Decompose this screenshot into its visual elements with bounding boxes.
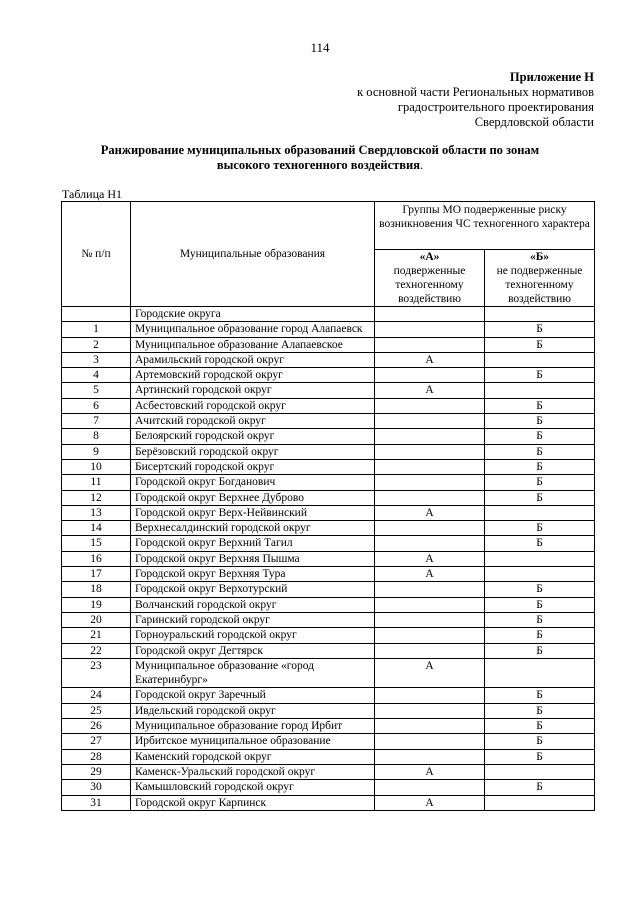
row-group-a <box>375 582 485 597</box>
row-group-b <box>485 551 595 566</box>
table-row <box>62 444 595 459</box>
document-heading <box>90 143 550 173</box>
row-number: 17 <box>62 567 131 582</box>
row-name: Горноуральский городской округ <box>131 628 375 643</box>
row-group-a: А <box>375 764 485 779</box>
row-number: 8 <box>62 429 131 444</box>
row-group-b <box>485 658 595 688</box>
appendix-line: к основной части Региональных нормативов <box>357 85 594 99</box>
row-group-b <box>485 567 595 582</box>
table-label: Таблица Н1 <box>62 187 122 201</box>
row-group-b: Б <box>485 703 595 718</box>
row-name: Городской округ Богданович <box>131 475 375 490</box>
row-number: 5 <box>62 383 131 398</box>
table-row <box>62 536 595 551</box>
ranking-table <box>61 201 595 811</box>
row-group-b: Б <box>485 429 595 444</box>
row-number: 31 <box>62 795 131 810</box>
row-group-a <box>375 521 485 536</box>
row-number: 7 <box>62 414 131 429</box>
row-name: Городской округ Верхотурский <box>131 582 375 597</box>
table-row <box>62 658 595 688</box>
header-group-a <box>375 250 485 307</box>
heading-line-2-tail: . <box>420 158 424 172</box>
row-group-b: Б <box>485 612 595 627</box>
header-name: Муниципальные образования <box>131 202 375 307</box>
row-group-b: Б <box>485 688 595 703</box>
row-name: Городской округ Верхнее Дуброво <box>131 490 375 505</box>
row-number: 24 <box>62 688 131 703</box>
row-group-b: Б <box>485 582 595 597</box>
row-group-a <box>375 780 485 795</box>
row-group-a: А <box>375 551 485 566</box>
row-name: Муниципальное образование «город Екатеринбург» <box>131 658 375 688</box>
row-name: Муниципальное образование Алапаевское <box>131 337 375 352</box>
row-number: 29 <box>62 764 131 779</box>
row-group-a <box>375 719 485 734</box>
table-row <box>62 337 595 352</box>
table-body <box>62 307 595 811</box>
row-group-a <box>375 368 485 383</box>
row-group-a <box>375 597 485 612</box>
row-number: 13 <box>62 505 131 520</box>
header-group-b <box>485 250 595 307</box>
row-name: Бисертский городской округ <box>131 459 375 474</box>
row-group-b: Б <box>485 780 595 795</box>
table-row <box>62 398 595 413</box>
row-group-a <box>375 612 485 627</box>
row-group-b: Б <box>485 734 595 749</box>
row-number: 16 <box>62 551 131 566</box>
row-number: 30 <box>62 780 131 795</box>
row-number: 15 <box>62 536 131 551</box>
table-row <box>62 703 595 718</box>
row-name: Берёзовский городской округ <box>131 444 375 459</box>
page-number: 114 <box>310 40 330 55</box>
table-row <box>62 429 595 444</box>
row-group-a: А <box>375 567 485 582</box>
table-row <box>62 719 595 734</box>
row-number: 23 <box>62 658 131 688</box>
row-number: 21 <box>62 628 131 643</box>
heading-line-1: Ранжирование муниципальных образований Свердловской области по зонам <box>100 143 540 157</box>
row-number: 9 <box>62 444 131 459</box>
row-group-a <box>375 398 485 413</box>
row-group-b: Б <box>485 749 595 764</box>
row-name: Артинский городской округ <box>131 383 375 398</box>
table-row <box>62 597 595 612</box>
row-group-a <box>375 643 485 658</box>
row-number: 22 <box>62 643 131 658</box>
row-group-a <box>375 444 485 459</box>
row-name: Городской округ Верхняя Пышма <box>131 551 375 566</box>
table-row <box>62 734 595 749</box>
row-group-a <box>375 459 485 474</box>
row-number: 4 <box>62 368 131 383</box>
row-group-b: Б <box>485 368 595 383</box>
table-row <box>62 643 595 658</box>
row-name: Ачитский городской округ <box>131 414 375 429</box>
row-name: Арамильский городской округ <box>131 352 375 367</box>
row-group-b <box>485 764 595 779</box>
row-group-a <box>375 475 485 490</box>
row-name: Артемовский городской округ <box>131 368 375 383</box>
row-number: 10 <box>62 459 131 474</box>
row-name: Белоярский городской округ <box>131 429 375 444</box>
row-group-a: А <box>375 383 485 398</box>
row-name: Асбестовский городской округ <box>131 398 375 413</box>
row-number: 14 <box>62 521 131 536</box>
row-number: 20 <box>62 612 131 627</box>
appendix-line: градостроительного проектирования <box>397 100 594 114</box>
row-name: Ивдельский городской округ <box>131 703 375 718</box>
row-group-b: Б <box>485 628 595 643</box>
row-number: 2 <box>62 337 131 352</box>
table-row <box>62 521 595 536</box>
table-row <box>62 612 595 627</box>
row-number: 11 <box>62 475 131 490</box>
table-row <box>62 368 595 383</box>
header-a-title: «А» <box>419 251 440 263</box>
row-group-a <box>375 490 485 505</box>
header-b-desc: не подверженные техногенному воздействию <box>496 265 583 305</box>
row-number: 26 <box>62 719 131 734</box>
row-number: 28 <box>62 749 131 764</box>
table-row <box>62 505 595 520</box>
row-number: 18 <box>62 582 131 597</box>
row-name: Городской округ Верх-Нейвинский <box>131 505 375 520</box>
row-name: Муниципальное образование город Алапаевск <box>131 322 375 337</box>
row-name: Городской округ Дегтярск <box>131 643 375 658</box>
table-row <box>62 749 595 764</box>
row-group-b: Б <box>485 337 595 352</box>
row-name: Городской округ Верхний Тагил <box>131 536 375 551</box>
table-row <box>62 567 595 582</box>
row-group-b: Б <box>485 414 595 429</box>
table-row <box>62 764 595 779</box>
row-group-a <box>375 628 485 643</box>
row-name: Городской округ Заречный <box>131 688 375 703</box>
row-name: Верхнесалдинский городской округ <box>131 521 375 536</box>
row-group-a <box>375 414 485 429</box>
table-row <box>62 414 595 429</box>
row-group-b: Б <box>485 398 595 413</box>
row-group-a <box>375 337 485 352</box>
row-number: 19 <box>62 597 131 612</box>
section-row <box>62 307 595 322</box>
row-group-b: Б <box>485 322 595 337</box>
table-row <box>62 795 595 810</box>
row-group-a: А <box>375 505 485 520</box>
table-row <box>62 459 595 474</box>
table-row <box>62 551 595 566</box>
row-group-b: Б <box>485 643 595 658</box>
row-group-b <box>485 505 595 520</box>
row-number: 27 <box>62 734 131 749</box>
row-group-a: А <box>375 352 485 367</box>
header-a-desc: подверженные техногенному воздействию <box>393 265 466 305</box>
row-name: Камышловский городской округ <box>131 780 375 795</box>
appendix-line: Свердловской области <box>474 115 594 129</box>
row-group-a: А <box>375 658 485 688</box>
section-title: Городские округа <box>131 307 375 322</box>
table-row <box>62 322 595 337</box>
appendix-block <box>357 70 594 130</box>
row-name: Каменск-Уральский городской округ <box>131 764 375 779</box>
table-row <box>62 628 595 643</box>
row-group-a <box>375 688 485 703</box>
row-name: Каменский городской округ <box>131 749 375 764</box>
row-name: Городской округ Верхняя Тура <box>131 567 375 582</box>
header-num: № п/п <box>62 202 131 307</box>
table-row <box>62 490 595 505</box>
row-group-b <box>485 352 595 367</box>
row-group-b: Б <box>485 597 595 612</box>
row-number: 1 <box>62 322 131 337</box>
row-group-b: Б <box>485 521 595 536</box>
row-name: Ирбитское муниципальное образование <box>131 734 375 749</box>
heading-line-2: высокого техногенного воздействия <box>216 158 420 172</box>
row-group-a <box>375 749 485 764</box>
table-row <box>62 383 595 398</box>
row-group-b <box>485 795 595 810</box>
row-number: 6 <box>62 398 131 413</box>
row-name: Волчанский городской округ <box>131 597 375 612</box>
row-group-b: Б <box>485 536 595 551</box>
row-name: Гаринский городской округ <box>131 612 375 627</box>
header-group: Группы МО подверженные риску возникновения ЧС техногенного характера <box>375 202 595 250</box>
row-number: 25 <box>62 703 131 718</box>
appendix-title: Приложение Н <box>509 70 594 84</box>
row-group-a <box>375 429 485 444</box>
row-number: 3 <box>62 352 131 367</box>
row-group-b: Б <box>485 719 595 734</box>
table-row <box>62 475 595 490</box>
table-row <box>62 352 595 367</box>
row-group-a <box>375 536 485 551</box>
row-group-b: Б <box>485 459 595 474</box>
row-group-b: Б <box>485 444 595 459</box>
table-row <box>62 688 595 703</box>
row-group-a <box>375 703 485 718</box>
table-row <box>62 582 595 597</box>
row-number: 12 <box>62 490 131 505</box>
row-group-a <box>375 322 485 337</box>
table-row <box>62 780 595 795</box>
header-b-title: «Б» <box>529 251 550 263</box>
row-group-a: А <box>375 795 485 810</box>
row-group-b: Б <box>485 475 595 490</box>
row-name: Городской округ Карпинск <box>131 795 375 810</box>
row-group-b: Б <box>485 490 595 505</box>
row-group-a <box>375 734 485 749</box>
row-name: Муниципальное образование город Ирбит <box>131 719 375 734</box>
row-group-b <box>485 383 595 398</box>
